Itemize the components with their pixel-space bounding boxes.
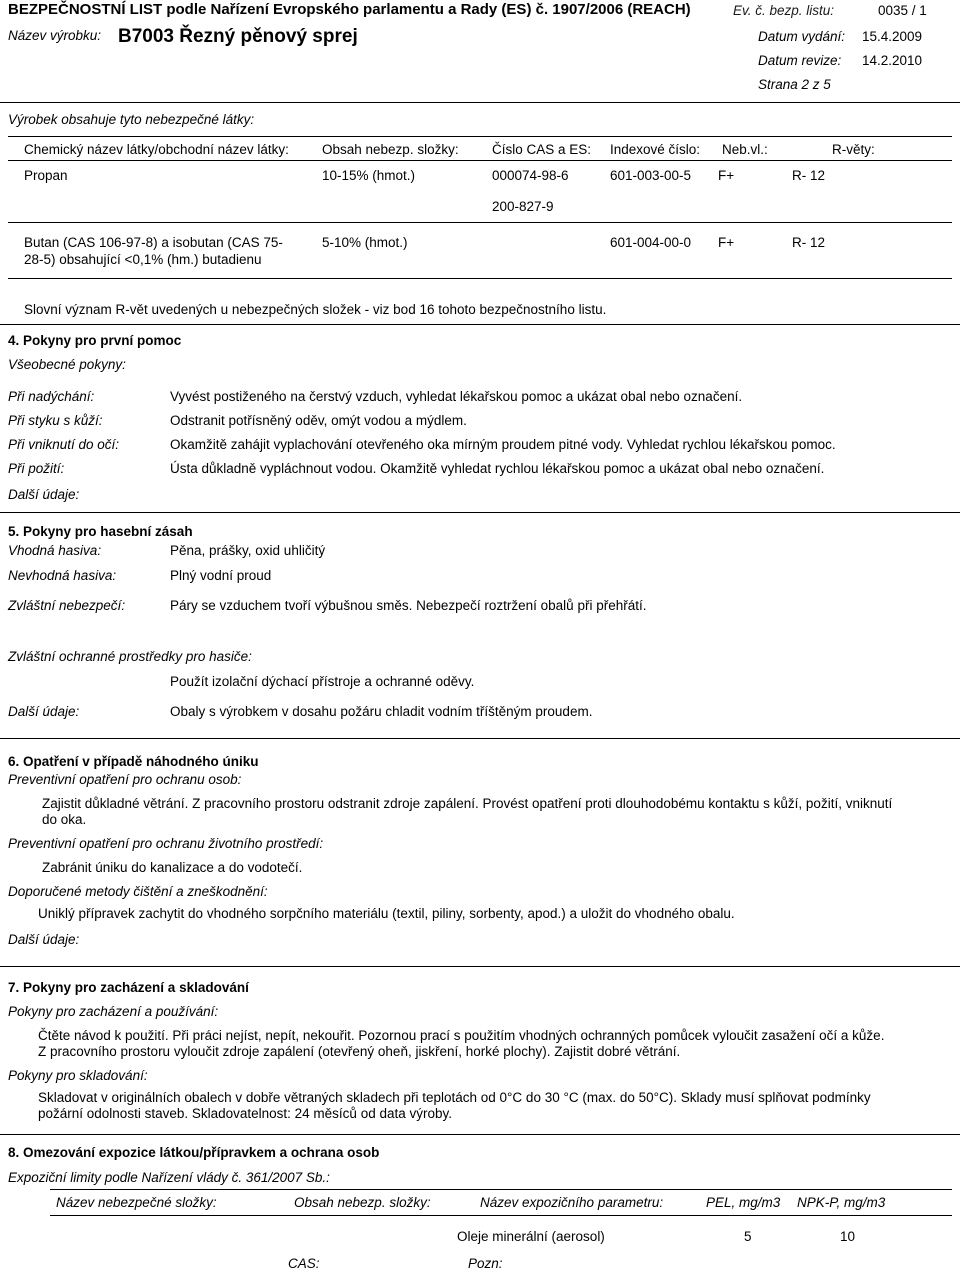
parameter-name: Oleje minerální (aerosol): [457, 1229, 605, 1244]
col-index: Indexové číslo:: [610, 142, 701, 157]
row1-cas: 000074-98-6: [492, 168, 569, 183]
col-r-phrases: R-věty:: [832, 142, 875, 157]
section-4-heading: 4. Pokyny pro první pomoc: [8, 333, 182, 348]
section-8-heading: 8. Omezování expozice látkou/přípravkem a ochrana osob: [8, 1145, 380, 1160]
ingestion-label: Při požití:: [8, 461, 65, 476]
limits-table-top-border: [50, 1189, 952, 1190]
row1-content: 10-15% (hmot.): [322, 168, 416, 183]
skin-contact-label: Při styku s kůží:: [8, 413, 103, 428]
issue-date-label: Datum vydání:: [758, 29, 846, 44]
table-header-border: [8, 160, 952, 161]
row-divider: [8, 222, 952, 223]
ingestion-text: Ústa důkladně vypláchnout vodou. Okamžitě vyhledat rychlou lékařskou pomoc a ukázat obal nebo označení.: [170, 461, 825, 476]
personal-precautions-label: Preventivní opatření pro ochranu osob:: [8, 772, 242, 787]
unsuitable-media-label: Nevhodná hasiva:: [8, 568, 117, 583]
npk-p-value: 10: [840, 1229, 856, 1244]
table-top-border: [8, 136, 952, 137]
issue-date: 15.4.2009: [862, 29, 923, 44]
row1-hazard-class: F+: [718, 168, 735, 183]
table-bottom-border: [8, 278, 952, 279]
row2-name-line2: 28-5) obsahující <0,1% (hm.) butadienu: [24, 252, 262, 267]
col-component-name: Název nebezpečné složky:: [56, 1195, 217, 1210]
note-label: Pozn:: [468, 1256, 503, 1271]
handling-line1: Čtěte návod k použití. Při práci nejíst, nepít, nekouřit. Pozornou prací s použitím vhodných ochranných pomůcek vyloučit zasažení očí a kůže.: [38, 1028, 885, 1043]
sheet-number-label: Ev. č. bezp. listu:: [733, 3, 835, 18]
row1-es: 200-827-9: [492, 199, 554, 214]
hazards-intro: Výrobek obsahuje tyto nebezpečné látky:: [8, 112, 255, 127]
skin-contact-text: Odstranit potřísněný oděv, omýt vodou a mýdlem.: [170, 413, 467, 428]
firefighter-equipment: Použít izolační dýchací přístroje a ochranné oděvy.: [170, 674, 475, 689]
header-divider: [0, 102, 960, 103]
product-name: B7003 Řezný pěnový sprej: [118, 26, 358, 47]
other-info-label: Další údaje:: [8, 932, 80, 947]
environmental-precautions: Zabránit úniku do kanalizace a do vodotečí.: [42, 860, 303, 875]
sheet-number: 0035 / 1: [878, 3, 927, 18]
section-divider: [0, 512, 960, 513]
revision-date: 14.2.2010: [862, 53, 923, 68]
row1-index: 601-003-00-5: [610, 168, 692, 183]
col-npk-p: NPK-P, mg/m3: [797, 1195, 886, 1210]
inhalation-label: Při nadýchání:: [8, 389, 95, 404]
storage-line1: Skladovat v originálních obalech v dobře větraných skladech při teplotách od 0°C do 30 °C (max. do 50°C). Sklady musí splňovat podmínky: [38, 1090, 871, 1105]
special-hazards: Páry se vzduchem tvoří výbušnou směs. Nebezpečí roztržení obalů při přehřátí.: [170, 598, 647, 613]
personal-precautions-line2: do oka.: [42, 812, 87, 827]
section-divider: [0, 738, 960, 739]
eye-contact-text: Okamžitě zahájit vyplachování otevřeného oka mírným proudem pitné vody. Vyhledat rychlou lékařskou pomoc.: [170, 437, 836, 452]
inhalation-text: Vyvést postiženého na čerstvý vzduch, vyhledat lékařskou pomoc a ukázat obal nebo označení.: [170, 389, 743, 404]
section-divider: [0, 966, 960, 967]
general-instructions-label: Všeobecné pokyny:: [8, 357, 126, 372]
col-hazard-class: Neb.vl.:: [722, 142, 768, 157]
section-divider: [0, 324, 960, 325]
row2-name-line1: Butan (CAS 106-97-8) a isobutan (CAS 75-: [24, 235, 283, 250]
col-pel: PEL, mg/m3: [706, 1195, 781, 1210]
col-content: Obsah nebezp. složky:: [322, 142, 459, 157]
section-7-heading: 7. Pokyny pro zacházení a skladování: [8, 980, 249, 995]
other-info-label: Další údaje:: [8, 704, 80, 719]
col-cas-es: Číslo CAS a ES:: [492, 142, 592, 157]
storage-line2: požární odolnosti staveb. Skladovatelnost: 24 měsíců od data výroby.: [38, 1106, 452, 1121]
exposure-limits-label: Expoziční limity podle Nařízení vlády č. 361/2007 Sb.:: [8, 1170, 330, 1185]
revision-date-label: Datum revize:: [758, 53, 842, 68]
col-parameter-name: Název expozičního parametru:: [480, 1195, 664, 1210]
section-divider: [0, 1134, 960, 1135]
special-hazards-label: Zvláštní nebezpečí:: [8, 598, 126, 613]
unsuitable-media: Plný vodní proud: [170, 568, 272, 583]
cas-label: CAS:: [288, 1256, 320, 1271]
section-6-heading: 6. Opatření v případě náhodného úniku: [8, 754, 259, 769]
row1-r-phrase: R- 12: [792, 168, 826, 183]
col-chemical-name: Chemický název látky/obchodní název látky:: [24, 142, 289, 157]
handling-label: Pokyny pro zacházení a používání:: [8, 1004, 219, 1019]
handling-line2: Z pracovního prostoru vyloučit zdroje zapálení (otevřený oheň, jiskření, horké plochy). Zajistit dobré větrání.: [38, 1044, 681, 1059]
firefighter-equipment-label: Zvláštní ochranné prostředky pro hasiče:: [8, 649, 252, 664]
row2-index: 601-004-00-0: [610, 235, 692, 250]
storage-label: Pokyny pro skladování:: [8, 1068, 148, 1083]
section-5-heading: 5. Pokyny pro hasební zásah: [8, 524, 193, 539]
page-number: Strana 2 z 5: [758, 77, 831, 92]
document-title: BEZPEČNOSTNÍ LIST podle Nařízení Evropského parlamentu a Rady (ES) č. 1907/2006 (REACH): [8, 1, 691, 18]
environmental-precautions-label: Preventivní opatření pro ochranu životního prostředí:: [8, 836, 324, 851]
cleanup-methods-label: Doporučené metody čištění a zneškodnění:: [8, 884, 268, 899]
r-phrases-note: Slovní význam R-vět uvedených u nebezpečných složek - viz bod 16 tohoto bezpečnostního listu.: [24, 302, 607, 317]
product-name-label: Název výrobku:: [8, 28, 102, 43]
personal-precautions-line1: Zajistit důkladné větrání. Z pracovního prostoru odstranit zdroje zapálení. Provést opatření proti dlouhodobému kontaktu s kůží, požití, vniknutí: [42, 796, 893, 811]
suitable-media-label: Vhodná hasiva:: [8, 543, 102, 558]
suitable-media: Pěna, prášky, oxid uhličitý: [170, 543, 326, 558]
row2-r-phrase: R- 12: [792, 235, 826, 250]
eye-contact-label: Při vniknutí do očí:: [8, 437, 120, 452]
col-component-content: Obsah nebezp. složky:: [294, 1195, 431, 1210]
other-info-label: Další údaje:: [8, 487, 80, 502]
pel-value: 5: [744, 1229, 752, 1244]
row2-content: 5-10% (hmot.): [322, 235, 408, 250]
row2-hazard-class: F+: [718, 235, 735, 250]
cleanup-methods: Uniklý přípravek zachytit do vhodného sorpčního materiálu (textil, piliny, sorbenty, apod.) a uložit do vhodného obalu.: [38, 906, 735, 921]
other-info: Obaly s výrobkem v dosahu požáru chladit vodním tříštěným proudem.: [170, 704, 593, 719]
row1-name: Propan: [24, 168, 68, 183]
limits-table-header-border: [50, 1215, 952, 1216]
